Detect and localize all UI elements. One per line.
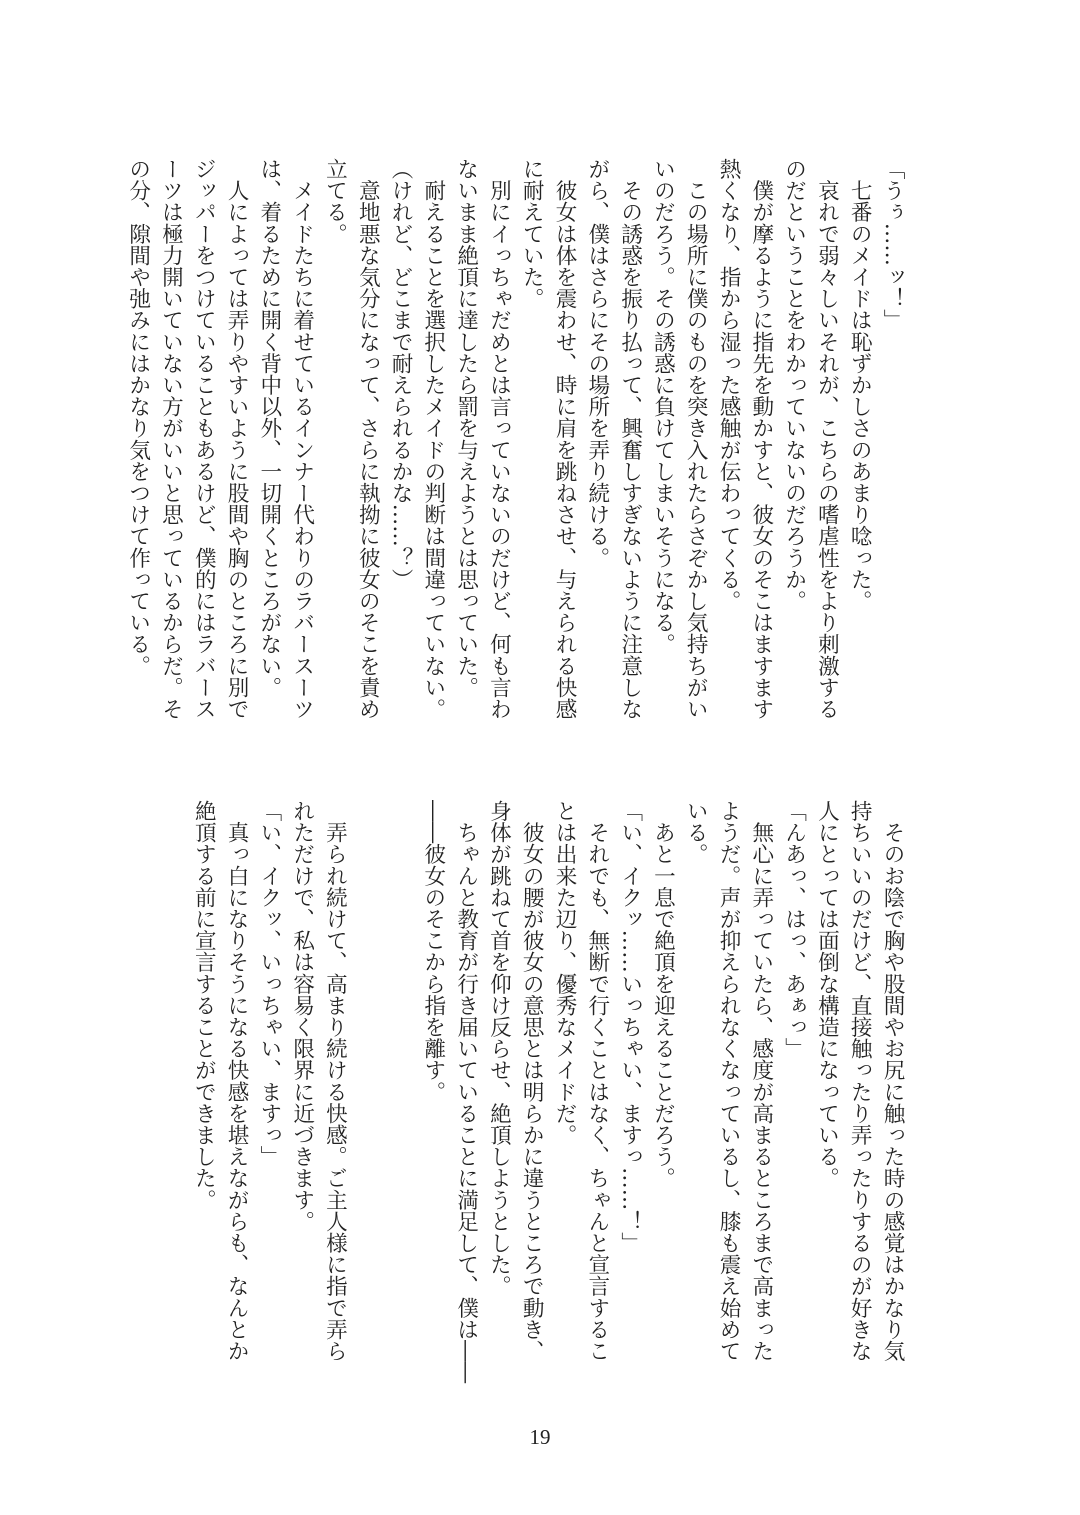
text-line: 「んあっ、はっ、あぁっ」	[781, 800, 807, 1060]
text-line: ようだ。声が抑えられなくなっているし、膝も震え始めて	[716, 800, 742, 1362]
text-line: ちゃんと教育が行き届いていることに満足して、僕は――	[453, 800, 479, 1384]
text-line: 別にイっちゃだめとは言っていないのだけど、何も言わ	[486, 158, 512, 720]
text-line: 絶頂する前に宣言することができました。	[191, 800, 217, 1211]
text-line: その誘惑を振り払って、興奮しすぎないように注意しな	[617, 158, 643, 720]
text-line: 「い、イクッ……いっちゃい、ますっ……！」	[617, 800, 643, 1254]
text-line: あと一息で絶頂を迎えることだろう。	[650, 800, 676, 1189]
text-line: とは出来た辺り、優秀なメイドだ。	[552, 800, 578, 1146]
text-line: 人にとっては面倒な構造になっている。	[814, 800, 840, 1189]
page-number: 19	[529, 1425, 551, 1449]
text-line: いる。	[683, 800, 709, 865]
text-line: ――彼女のそこから指を離す。	[420, 800, 446, 1103]
text-line: 意地悪な気分になって、さらに執拗に彼女のそこを責め	[355, 158, 381, 720]
text-line: 哀れで弱々しいそれが、こちらの嗜虐性をより刺激する	[814, 158, 840, 720]
text-line: それでも、無断で行くことはなく、ちゃんと宣言するこ	[584, 800, 610, 1362]
text-line: 持ちいいのだけど、直接触ったり弄ったりするのが好きな	[847, 800, 873, 1362]
text-line: ジッパーをつけていることもあるけど、僕的にはラバース	[191, 158, 217, 720]
text-line: 真っ白になりそうになる快感を堪えながらも、なんとか	[224, 800, 250, 1362]
text-line: いのだろう。その誘惑に負けてしまいそうになる。	[650, 158, 676, 655]
text-line: 彼女の腰が彼女の意思とは明らかに違うところで動き、	[519, 800, 545, 1362]
text-line: 耐えることを選択したメイドの判断は間違っていない。	[420, 158, 446, 720]
text-line: 身体が跳ねて首を仰け反らせ、絶頂しようとした。	[486, 800, 512, 1297]
text-line: 弄られ続けて、高まり続ける快感。ご主人様に指で弄ら	[322, 800, 348, 1362]
text-line: メイドたちに着せているインナー代わりのラバースーツ	[289, 158, 315, 720]
text-block-top	[121, 158, 908, 738]
text-line: 七番のメイドは恥ずかしさのあまり唸った。	[847, 158, 873, 612]
text-line: ーツは極力開いていない方がいいと思っているからだ。そ	[158, 158, 184, 720]
text-line: （けれど、どこまで耐えられるかな……？）	[388, 158, 414, 590]
text-line	[383, 800, 416, 1390]
text-line: がら、僕はさらにその場所を弄り続ける。	[584, 158, 610, 569]
text-line: 「うぅ……ッ！」	[880, 158, 905, 331]
text-line: 「い、イクッ、いっちゃい、ますっ」	[256, 800, 282, 1168]
text-line: 立てる。	[322, 158, 348, 245]
text-line: 熱くなり、指から湿った感触が伝わってくる。	[716, 158, 742, 612]
text-line: は、着るために開く背中以外、一切開くところがない。	[256, 158, 282, 698]
text-line: に耐えていた。	[519, 158, 545, 310]
text-line: 無心に弄っていたら、感度が高まるところまで高まった	[748, 800, 774, 1362]
text-block-bottom	[186, 800, 908, 1390]
text-line: 彼女は体を震わせ、時に肩を跳ねさせ、与えられる快感	[552, 158, 578, 720]
text-line: そのお陰で胸や股間やお尻に触った時の感覚はかなり気	[880, 800, 905, 1362]
text-line: ないまま絶頂に達したら罰を与えようとは思っていた。	[453, 158, 479, 698]
text-line: れただけで、私は容易く限界に近づきます。	[289, 800, 315, 1232]
text-line: この場所に僕のものを突き入れたらさぞかし気持ちがい	[683, 158, 709, 720]
text-line: の分、隙間や弛みにはかなり気をつけて作っている。	[125, 158, 151, 677]
text-line: のだということをわかっていないのだろうか。	[781, 158, 807, 612]
text-line: 僕が摩るように指先を動かすと、彼女のそこはますます	[748, 158, 774, 720]
text-line: 人によっては弄りやすいように股間や胸のところに別で	[224, 158, 250, 720]
text-line	[350, 800, 383, 1390]
